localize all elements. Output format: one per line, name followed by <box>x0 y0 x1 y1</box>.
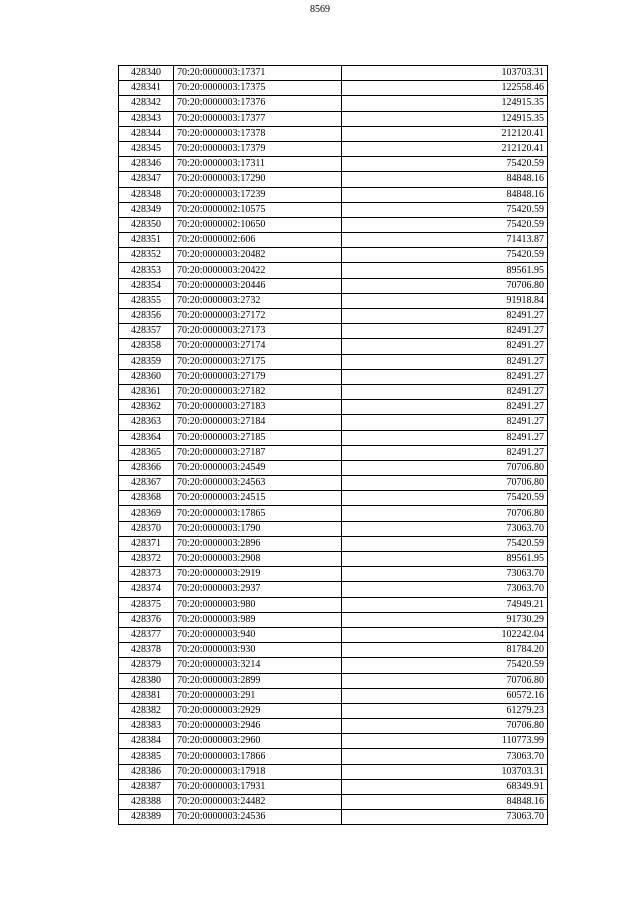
row-number-cell: 428340 <box>119 66 174 81</box>
table-row <box>119 810 548 825</box>
row-number-cell: 428370 <box>119 521 174 536</box>
cadastral-number-cell: 70:20:0000003:24482 <box>174 795 342 810</box>
cadastral-value-cell: 81784.20 <box>342 643 548 658</box>
cadastral-number-cell: 70:20:0000003:2919 <box>174 567 342 582</box>
table-row <box>119 415 548 430</box>
cadastral-number-cell: 70:20:0000003:17376 <box>174 96 342 111</box>
cadastral-value-cell: 82491.27 <box>342 430 548 445</box>
table-row <box>119 703 548 718</box>
cadastral-value-cell: 84848.16 <box>342 795 548 810</box>
cadastral-number-cell: 70:20:0000003:2908 <box>174 552 342 567</box>
table-row <box>119 627 548 642</box>
table-row <box>119 248 548 263</box>
cadastral-number-cell: 70:20:0000003:27182 <box>174 384 342 399</box>
table-row <box>119 506 548 521</box>
table-row <box>119 111 548 126</box>
row-number-cell: 428348 <box>119 187 174 202</box>
row-number-cell: 428355 <box>119 293 174 308</box>
cadastral-value-cell: 103703.31 <box>342 66 548 81</box>
cadastral-value-cell: 75420.59 <box>342 536 548 551</box>
cadastral-value-cell: 60572.16 <box>342 688 548 703</box>
row-number-cell: 428351 <box>119 233 174 248</box>
cadastral-number-cell: 70:20:0000003:27173 <box>174 324 342 339</box>
cadastral-value-cell: 124915.35 <box>342 111 548 126</box>
cadastral-number-cell: 70:20:0000003:17931 <box>174 779 342 794</box>
table-row <box>119 460 548 475</box>
cadastral-value-cell: 70706.80 <box>342 506 548 521</box>
cadastral-value-cell: 74949.21 <box>342 597 548 612</box>
cadastral-value-cell: 75420.59 <box>342 202 548 217</box>
cadastral-number-cell: 70:20:0000003:20482 <box>174 248 342 263</box>
cadastral-value-cell: 212120.41 <box>342 141 548 156</box>
table-row <box>119 172 548 187</box>
cadastral-number-cell: 70:20:0000003:980 <box>174 597 342 612</box>
row-number-cell: 428360 <box>119 369 174 384</box>
cadastral-number-cell: 70:20:0000003:20446 <box>174 278 342 293</box>
table-row <box>119 233 548 248</box>
cadastral-value-cell: 82491.27 <box>342 354 548 369</box>
cadastral-number-cell: 70:20:0000003:17290 <box>174 172 342 187</box>
cadastral-number-cell: 70:20:0000003:17311 <box>174 157 342 172</box>
cadastral-value-cell: 82491.27 <box>342 415 548 430</box>
row-number-cell: 428358 <box>119 339 174 354</box>
cadastral-value-cell: 75420.59 <box>342 658 548 673</box>
cadastral-value-cell: 102242.04 <box>342 627 548 642</box>
table-row <box>119 688 548 703</box>
row-number-cell: 428383 <box>119 719 174 734</box>
table-row <box>119 521 548 536</box>
row-number-cell: 428365 <box>119 445 174 460</box>
cadastral-number-cell: 70:20:0000003:17918 <box>174 764 342 779</box>
row-number-cell: 428344 <box>119 126 174 141</box>
cadastral-number-cell: 70:20:0000003:2937 <box>174 582 342 597</box>
table-row <box>119 66 548 81</box>
cadastral-value-table <box>118 65 548 825</box>
cadastral-number-cell: 70:20:0000003:17377 <box>174 111 342 126</box>
row-number-cell: 428387 <box>119 779 174 794</box>
row-number-cell: 428384 <box>119 734 174 749</box>
table-row <box>119 324 548 339</box>
table-row <box>119 263 548 278</box>
cadastral-number-cell: 70:20:0000003:27184 <box>174 415 342 430</box>
table-row <box>119 552 548 567</box>
row-number-cell: 428356 <box>119 309 174 324</box>
table-row <box>119 293 548 308</box>
cadastral-number-cell: 70:20:0000003:17375 <box>174 81 342 96</box>
table-row <box>119 491 548 506</box>
cadastral-number-cell: 70:20:0000003:27174 <box>174 339 342 354</box>
cadastral-number-cell: 70:20:0000003:940 <box>174 627 342 642</box>
row-number-cell: 428363 <box>119 415 174 430</box>
cadastral-value-cell: 73063.70 <box>342 567 548 582</box>
cadastral-number-cell: 70:20:0000003:24549 <box>174 460 342 475</box>
row-number-cell: 428345 <box>119 141 174 156</box>
cadastral-value-cell: 70706.80 <box>342 460 548 475</box>
table-row <box>119 764 548 779</box>
table-row <box>119 309 548 324</box>
cadastral-value-cell: 82491.27 <box>342 339 548 354</box>
row-number-cell: 428361 <box>119 384 174 399</box>
cadastral-number-cell: 70:20:0000002:606 <box>174 233 342 248</box>
cadastral-number-cell: 70:20:0000003:1790 <box>174 521 342 536</box>
cadastral-value-cell: 73063.70 <box>342 810 548 825</box>
cadastral-number-cell: 70:20:0000003:24515 <box>174 491 342 506</box>
cadastral-number-cell: 70:20:0000003:17379 <box>174 141 342 156</box>
table-row <box>119 384 548 399</box>
table-row <box>119 400 548 415</box>
cadastral-value-cell: 75420.59 <box>342 217 548 232</box>
row-number-cell: 428347 <box>119 172 174 187</box>
cadastral-value-cell: 89561.95 <box>342 552 548 567</box>
cadastral-number-cell: 70:20:0000003:2896 <box>174 536 342 551</box>
row-number-cell: 428374 <box>119 582 174 597</box>
table-row <box>119 597 548 612</box>
cadastral-value-cell: 82491.27 <box>342 445 548 460</box>
cadastral-value-cell: 68349.91 <box>342 779 548 794</box>
table-row <box>119 157 548 172</box>
cadastral-value-cell: 73063.70 <box>342 749 548 764</box>
cadastral-number-cell: 70:20:0000003:27183 <box>174 400 342 415</box>
row-number-cell: 428352 <box>119 248 174 263</box>
row-number-cell: 428382 <box>119 703 174 718</box>
cadastral-number-cell: 70:20:0000003:17371 <box>174 66 342 81</box>
table-row <box>119 582 548 597</box>
cadastral-value-cell: 73063.70 <box>342 582 548 597</box>
cadastral-value-cell: 75420.59 <box>342 491 548 506</box>
cadastral-value-cell: 91730.29 <box>342 612 548 627</box>
table-row <box>119 96 548 111</box>
table-row <box>119 658 548 673</box>
cadastral-value-cell: 212120.41 <box>342 126 548 141</box>
row-number-cell: 428342 <box>119 96 174 111</box>
table-row <box>119 81 548 96</box>
cadastral-number-cell: 70:20:0000003:27172 <box>174 309 342 324</box>
table-row <box>119 202 548 217</box>
row-number-cell: 428388 <box>119 795 174 810</box>
table-row <box>119 567 548 582</box>
row-number-cell: 428359 <box>119 354 174 369</box>
cadastral-number-cell: 70:20:0000002:10650 <box>174 217 342 232</box>
cadastral-number-cell: 70:20:0000002:10575 <box>174 202 342 217</box>
table-row <box>119 795 548 810</box>
cadastral-number-cell: 70:20:0000003:2960 <box>174 734 342 749</box>
row-number-cell: 428353 <box>119 263 174 278</box>
cadastral-value-cell: 73063.70 <box>342 521 548 536</box>
row-number-cell: 428377 <box>119 627 174 642</box>
cadastral-number-cell: 70:20:0000003:24563 <box>174 476 342 491</box>
row-number-cell: 428368 <box>119 491 174 506</box>
cadastral-number-cell: 70:20:0000003:27187 <box>174 445 342 460</box>
row-number-cell: 428380 <box>119 673 174 688</box>
cadastral-number-cell: 70:20:0000003:2899 <box>174 673 342 688</box>
row-number-cell: 428357 <box>119 324 174 339</box>
row-number-cell: 428346 <box>119 157 174 172</box>
table-row <box>119 126 548 141</box>
row-number-cell: 428389 <box>119 810 174 825</box>
cadastral-number-cell: 70:20:0000003:17866 <box>174 749 342 764</box>
cadastral-number-cell: 70:20:0000003:291 <box>174 688 342 703</box>
table-row <box>119 749 548 764</box>
cadastral-number-cell: 70:20:0000003:2946 <box>174 719 342 734</box>
row-number-cell: 428362 <box>119 400 174 415</box>
row-number-cell: 428350 <box>119 217 174 232</box>
row-number-cell: 428349 <box>119 202 174 217</box>
row-number-cell: 428376 <box>119 612 174 627</box>
cadastral-value-cell: 124915.35 <box>342 96 548 111</box>
table-row <box>119 476 548 491</box>
table-row <box>119 734 548 749</box>
cadastral-value-cell: 71413.87 <box>342 233 548 248</box>
cadastral-value-cell: 70706.80 <box>342 476 548 491</box>
cadastral-value-cell: 82491.27 <box>342 384 548 399</box>
cadastral-value-cell: 103703.31 <box>342 764 548 779</box>
cadastral-value-cell: 82491.27 <box>342 309 548 324</box>
table-row <box>119 643 548 658</box>
cadastral-number-cell: 70:20:0000003:2732 <box>174 293 342 308</box>
row-number-cell: 428366 <box>119 460 174 475</box>
cadastral-value-cell: 89561.95 <box>342 263 548 278</box>
cadastral-number-cell: 70:20:0000003:24536 <box>174 810 342 825</box>
cadastral-value-cell: 84848.16 <box>342 172 548 187</box>
table-row <box>119 719 548 734</box>
table-body <box>119 66 548 825</box>
cadastral-number-cell: 70:20:0000003:27185 <box>174 430 342 445</box>
row-number-cell: 428379 <box>119 658 174 673</box>
table-row <box>119 536 548 551</box>
table-row <box>119 141 548 156</box>
row-number-cell: 428367 <box>119 476 174 491</box>
table-row <box>119 612 548 627</box>
row-number-cell: 428373 <box>119 567 174 582</box>
cadastral-number-cell: 70:20:0000003:27179 <box>174 369 342 384</box>
cadastral-value-cell: 61279.23 <box>342 703 548 718</box>
row-number-cell: 428375 <box>119 597 174 612</box>
table-row <box>119 278 548 293</box>
row-number-cell: 428372 <box>119 552 174 567</box>
table-row <box>119 354 548 369</box>
cadastral-value-cell: 110773.99 <box>342 734 548 749</box>
cadastral-number-cell: 70:20:0000003:2929 <box>174 703 342 718</box>
cadastral-value-cell: 70706.80 <box>342 673 548 688</box>
row-number-cell: 428378 <box>119 643 174 658</box>
cadastral-value-cell: 82491.27 <box>342 400 548 415</box>
table-row <box>119 445 548 460</box>
cadastral-value-cell: 91918.84 <box>342 293 548 308</box>
table-row <box>119 187 548 202</box>
cadastral-number-cell: 70:20:0000003:27175 <box>174 354 342 369</box>
cadastral-number-cell: 70:20:0000003:3214 <box>174 658 342 673</box>
cadastral-number-cell: 70:20:0000003:17378 <box>174 126 342 141</box>
table-row <box>119 779 548 794</box>
cadastral-value-cell: 70706.80 <box>342 719 548 734</box>
table-row <box>119 673 548 688</box>
cadastral-value-cell: 84848.16 <box>342 187 548 202</box>
cadastral-value-cell: 82491.27 <box>342 324 548 339</box>
row-number-cell: 428386 <box>119 764 174 779</box>
cadastral-value-cell: 75420.59 <box>342 248 548 263</box>
page-number: 8569 <box>310 4 330 15</box>
cadastral-value-cell: 122558.46 <box>342 81 548 96</box>
cadastral-value-cell: 75420.59 <box>342 157 548 172</box>
row-number-cell: 428381 <box>119 688 174 703</box>
table-row <box>119 217 548 232</box>
row-number-cell: 428364 <box>119 430 174 445</box>
cadastral-number-cell: 70:20:0000003:17239 <box>174 187 342 202</box>
table-row <box>119 369 548 384</box>
row-number-cell: 428369 <box>119 506 174 521</box>
cadastral-number-cell: 70:20:0000003:989 <box>174 612 342 627</box>
row-number-cell: 428371 <box>119 536 174 551</box>
cadastral-number-cell: 70:20:0000003:20422 <box>174 263 342 278</box>
row-number-cell: 428385 <box>119 749 174 764</box>
cadastral-value-cell: 70706.80 <box>342 278 548 293</box>
cadastral-number-cell: 70:20:0000003:17865 <box>174 506 342 521</box>
row-number-cell: 428354 <box>119 278 174 293</box>
cadastral-value-cell: 82491.27 <box>342 369 548 384</box>
row-number-cell: 428343 <box>119 111 174 126</box>
table-row <box>119 339 548 354</box>
cadastral-number-cell: 70:20:0000003:930 <box>174 643 342 658</box>
row-number-cell: 428341 <box>119 81 174 96</box>
table-row <box>119 430 548 445</box>
